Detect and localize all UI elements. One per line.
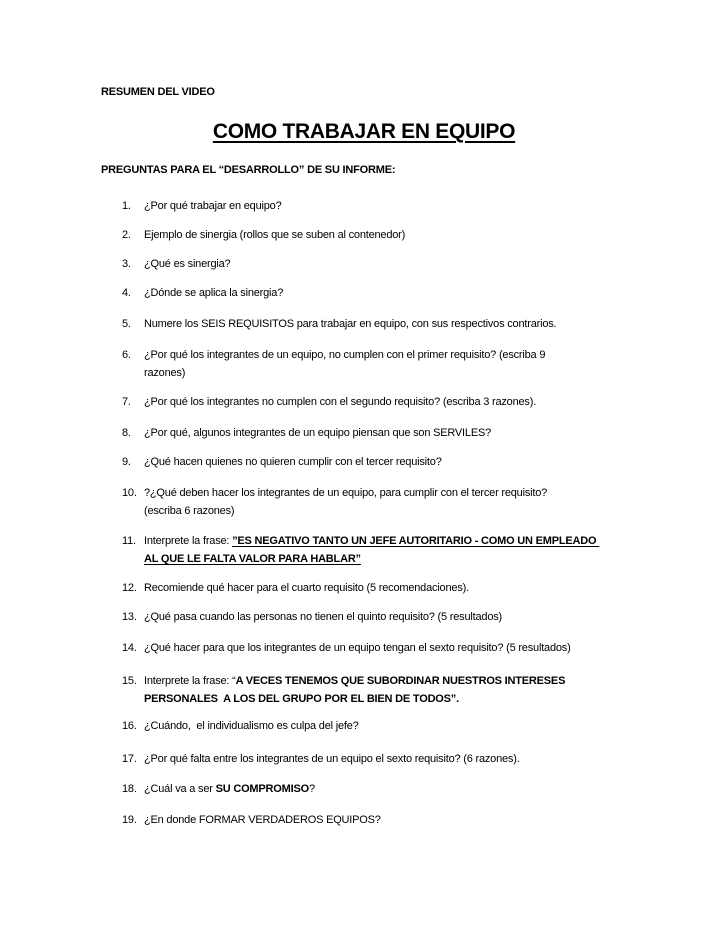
question-line xyxy=(144,226,644,244)
question-text-segment: razones) xyxy=(144,367,186,379)
question-number: 11. xyxy=(122,535,136,547)
question-number: 18. xyxy=(122,783,137,795)
question-line xyxy=(144,690,644,708)
question-line xyxy=(144,502,644,520)
question-number: 3. xyxy=(122,258,131,270)
question-line xyxy=(144,315,644,333)
question-text-segment: ¿Por qué los integrantes no cumplen con el segundo requisito? (escriba 3 razones). xyxy=(144,396,537,408)
question-number: 4. xyxy=(122,287,131,299)
question-text xyxy=(144,532,644,568)
question-number: 13. xyxy=(122,611,137,623)
question-line xyxy=(144,484,644,502)
question-text-segment: ¿Cuándo, el individualismo es culpa del jefe? xyxy=(144,720,359,732)
question-number: 19. xyxy=(122,814,137,826)
question-number: 5. xyxy=(122,318,131,330)
question-text-segment: ¿Qué hacer para que los integrantes de un equipo tengan el sexto requisito? (5 resultados) xyxy=(144,642,571,654)
question-line xyxy=(144,346,644,364)
question-text-segment: ¿Por qué los integrantes de un equipo, no cumplen con el primer requisito? (escriba 9 xyxy=(144,349,546,361)
question-line xyxy=(144,811,644,829)
question-text-segment: ¿Por qué falta entre los integrantes de un equipo el sexto requisito? (6 razones). xyxy=(144,753,520,765)
question-number: 14. xyxy=(122,642,137,654)
question-text-segment: ¿En donde FORMAR VERDADEROS EQUIPOS? xyxy=(144,814,381,826)
question-text xyxy=(144,579,644,597)
question-line xyxy=(144,639,644,657)
question-line xyxy=(144,364,644,382)
question-line xyxy=(144,453,644,471)
question-text-segment: ?¿Qué deben hacer los integrantes de un equipo, para cumplir con el tercer requisito? xyxy=(144,487,548,499)
question-text-segment: ¿Por qué trabajar en equipo? xyxy=(144,200,282,212)
question-line xyxy=(144,424,644,442)
question-text-segment: ¿Qué hacen quienes no quieren cumplir con el tercer requisito? xyxy=(144,456,442,468)
question-line xyxy=(144,717,644,735)
question-text-segment: ¿Por qué, algunos integrantes de un equipo piensan que son SERVILES? xyxy=(144,427,492,439)
question-text xyxy=(144,608,644,626)
emphasized-text: ”ES NEGATIVO TANTO UN JEFE AUTORITARIO - COMO UN EMPLEADO xyxy=(232,535,600,547)
question-number: 1. xyxy=(122,200,131,212)
question-text-segment: ¿Qué es sinergia? xyxy=(144,258,231,270)
emphasized-text: A VECES TENEMOS QUE SUBORDINAR NUESTROS INTERESES xyxy=(235,675,566,687)
question-line xyxy=(144,197,644,215)
question-number: 10. xyxy=(122,487,137,499)
question-line xyxy=(144,608,644,626)
emphasized-text: SU COMPROMISO xyxy=(215,783,309,795)
question-line xyxy=(144,255,644,273)
question-text xyxy=(144,750,644,768)
question-text xyxy=(144,226,644,244)
question-line xyxy=(144,393,644,411)
question-text-segment: Recomiende qué hacer para el cuarto requisito (5 recomendaciones). xyxy=(144,582,469,594)
question-text-segment: ¿Dónde se aplica la sinergia? xyxy=(144,287,284,299)
question-text-segment: Ejemplo de sinergia (rollos que se suben al contenedor) xyxy=(144,229,406,241)
question-number: 17. xyxy=(122,753,137,765)
question-number: 12. xyxy=(122,582,137,594)
question-line xyxy=(144,550,644,568)
question-number: 9. xyxy=(122,456,131,468)
question-line xyxy=(144,780,644,798)
section-heading: PREGUNTAS PARA EL “DESARROLLO” DE SU INFORME: xyxy=(101,164,396,176)
question-text xyxy=(144,315,644,333)
question-text-segment: (escriba 6 razones) xyxy=(144,505,235,517)
question-text xyxy=(144,639,644,657)
question-text-segment: ¿Qué pasa cuando las personas no tienen el quinto requisito? (5 resultados) xyxy=(144,611,503,623)
question-number: 2. xyxy=(122,229,131,241)
question-text-segment: ? xyxy=(308,783,315,795)
question-text-segment: Numere los SEIS REQUISITOS para trabajar en equipo, con sus respectivos contrarios. xyxy=(144,318,557,330)
question-line xyxy=(144,532,644,550)
page-title xyxy=(0,120,728,144)
page-title-text: COMO TRABAJAR EN EQUIPO xyxy=(212,120,516,143)
question-text xyxy=(144,424,644,442)
question-text xyxy=(144,717,644,735)
question-number: 7. xyxy=(122,396,131,408)
question-text xyxy=(144,811,644,829)
question-number: 15. xyxy=(122,675,137,687)
question-line xyxy=(144,284,644,302)
question-text xyxy=(144,255,644,273)
question-text-segment: Interprete la frase: “ xyxy=(144,675,236,687)
question-text xyxy=(144,484,644,520)
question-line xyxy=(144,579,644,597)
question-number: 16. xyxy=(122,720,137,732)
emphasized-text: PERSONALES A LOS DEL GRUPO POR EL BIEN DE TODOS”. xyxy=(144,693,459,705)
question-text xyxy=(144,393,644,411)
question-text xyxy=(144,453,644,471)
question-text xyxy=(144,346,644,382)
question-text xyxy=(144,197,644,215)
question-text xyxy=(144,284,644,302)
question-text xyxy=(144,672,644,708)
question-line xyxy=(144,672,644,690)
question-number: 8. xyxy=(122,427,131,439)
question-line xyxy=(144,750,644,768)
question-text xyxy=(144,780,644,798)
question-text-segment: ¿Cuál va a ser xyxy=(144,783,216,795)
question-number: 6. xyxy=(122,349,131,361)
question-text-segment: Interprete la frase: xyxy=(144,535,233,547)
header-label: RESUMEN DEL VIDEO xyxy=(101,86,215,98)
emphasized-text: AL QUE LE FALTA VALOR PARA HABLAR” xyxy=(144,553,361,565)
